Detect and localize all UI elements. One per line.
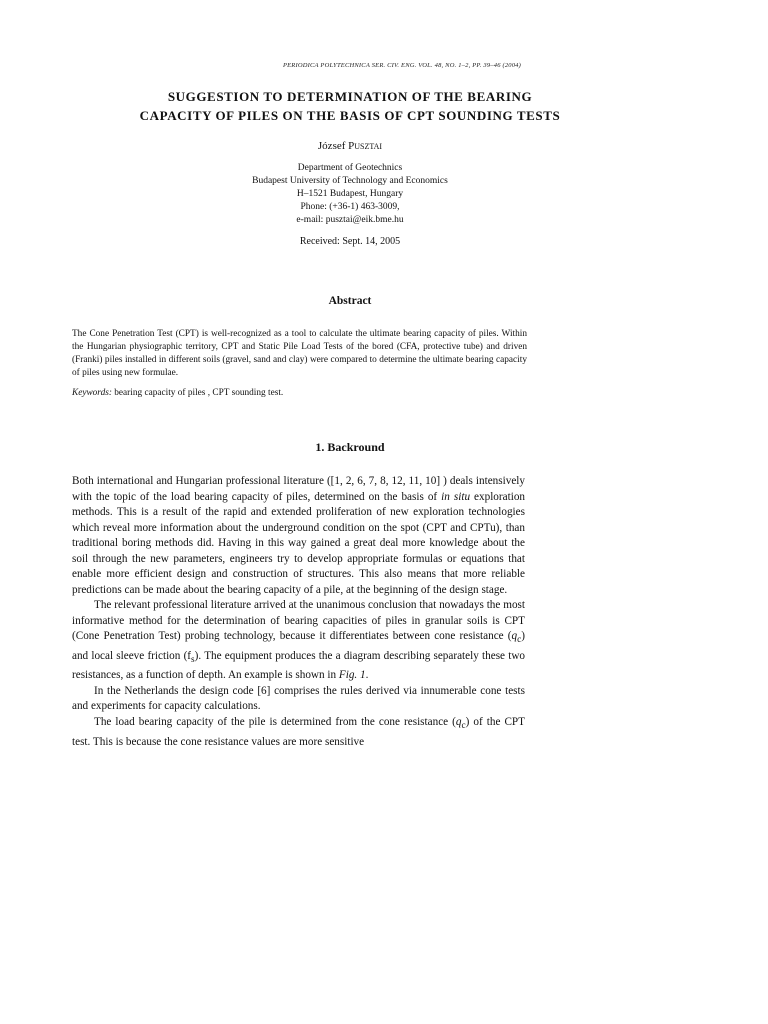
- p2-figure-ref: Fig. 1: [338, 669, 366, 682]
- abstract-heading: Abstract: [328, 295, 372, 307]
- author: [60, 140, 640, 152]
- paragraph-2: [72, 598, 525, 684]
- p4-part-a: The load bearing capacity of the pile is determined from the cone resistance (: [94, 715, 456, 728]
- p2-part-c: ). The equipment produces the a diagram describing separately these two resistances, as a function of depth. An example is shown in: [72, 649, 525, 682]
- p4-part-b: ) of the CPT test. This is because the cone resistance values are more sensitive: [72, 715, 525, 748]
- p4-qc: q: [455, 715, 462, 728]
- p2-part-a: The relevant professional literature arrived at the unanimous conclusion that nowadays the most informative method for the determination of bearing capacities of piles in granular soils is CPT (Cone Penetration Test) probing technology, because it differentiates between cone resistance (: [72, 599, 525, 642]
- paragraph-1: [72, 474, 525, 598]
- running-head: PERIODICA POLYTECHNICA SER. CIV. ENG. VOL. 48, NO. 1–2, PP. 39–46 (2004): [282, 62, 521, 69]
- section-body: [72, 474, 525, 750]
- section-heading: 1. Backround: [315, 440, 385, 454]
- title-line-2: CAPACITY OF PILES ON THE BASIS OF CPT SOUNDING TESTS: [139, 108, 561, 123]
- affiliation-phone: Phone: (+36-1) 463-3009,: [300, 202, 400, 212]
- keywords-text: bearing capacity of piles , CPT sounding test.: [114, 388, 284, 398]
- keywords: [72, 388, 527, 398]
- paper-title: [60, 87, 640, 125]
- p1-part-b: exploration methods. This is a result of the rapid and extended proliferation of new exploration technologies which reveal more information about the underground condition on the spot (CPT and CPTu), than traditional boring methods did. Having in this way gained a great deal more knowledge about the soil through the new parameters, engineers try to develop appropriate formulas or equations that enable more efficient design and construction of structures. This also means that more reliable predictions can be made about the bearing capacity of a pile, at the beginning of the design stage.: [72, 490, 526, 596]
- title-line-1: SUGGESTION TO DETERMINATION OF THE BEARING: [167, 89, 533, 104]
- paragraph-4: [72, 715, 525, 750]
- abstract-text: The Cone Penetration Test (CPT) is well-recognized as a tool to calculate the ultimate bearing capacity of piles. Within the Hungarian physiographic territory, CPT and Static Pile Load Tests of the bored (CFA, protective tube) and driven (Franki) piles installed in different soils (gravel, sand and clay) were compared to determine the ultimate bearing capacity of piles using new formulae.: [72, 329, 527, 378]
- paragraph-3: In the Netherlands the design code [6] comprises the rules derived via innumerable cone tests and experiments for capacity calculations.: [72, 684, 525, 713]
- p2-qc-sub: c: [517, 635, 522, 646]
- affiliation-department: Department of Geotechnics: [297, 163, 403, 173]
- p1-part-a: Both international and Hungarian professional literature ([1, 2, 6, 7, 8, 12, 11, 10] ) deals intensively with the topic of the load bearing capacity of piles, determined on the basis of: [72, 475, 525, 503]
- affiliation-email: e-mail: pusztai@eik.bme.hu: [296, 215, 404, 225]
- received-date: Received: Sept. 14, 2005: [299, 236, 401, 247]
- affiliation-address: H–1521 Budapest, Hungary: [296, 189, 404, 199]
- keywords-label: Keywords:: [72, 388, 112, 398]
- p2-qc: q: [511, 630, 518, 642]
- p2-part-d: .: [365, 669, 369, 682]
- p2-fs-sub: s: [191, 654, 195, 665]
- affiliation: [60, 162, 640, 227]
- p4-qc-sub: c: [461, 721, 466, 732]
- p2-part-b: ) and local sleeve friction (f: [72, 630, 525, 662]
- p1-italic: in situ: [441, 490, 471, 503]
- author-family-name: Pusztai: [348, 140, 383, 152]
- author-given-name: József: [317, 140, 346, 152]
- affiliation-university: Budapest University of Technology and Economics: [252, 176, 448, 186]
